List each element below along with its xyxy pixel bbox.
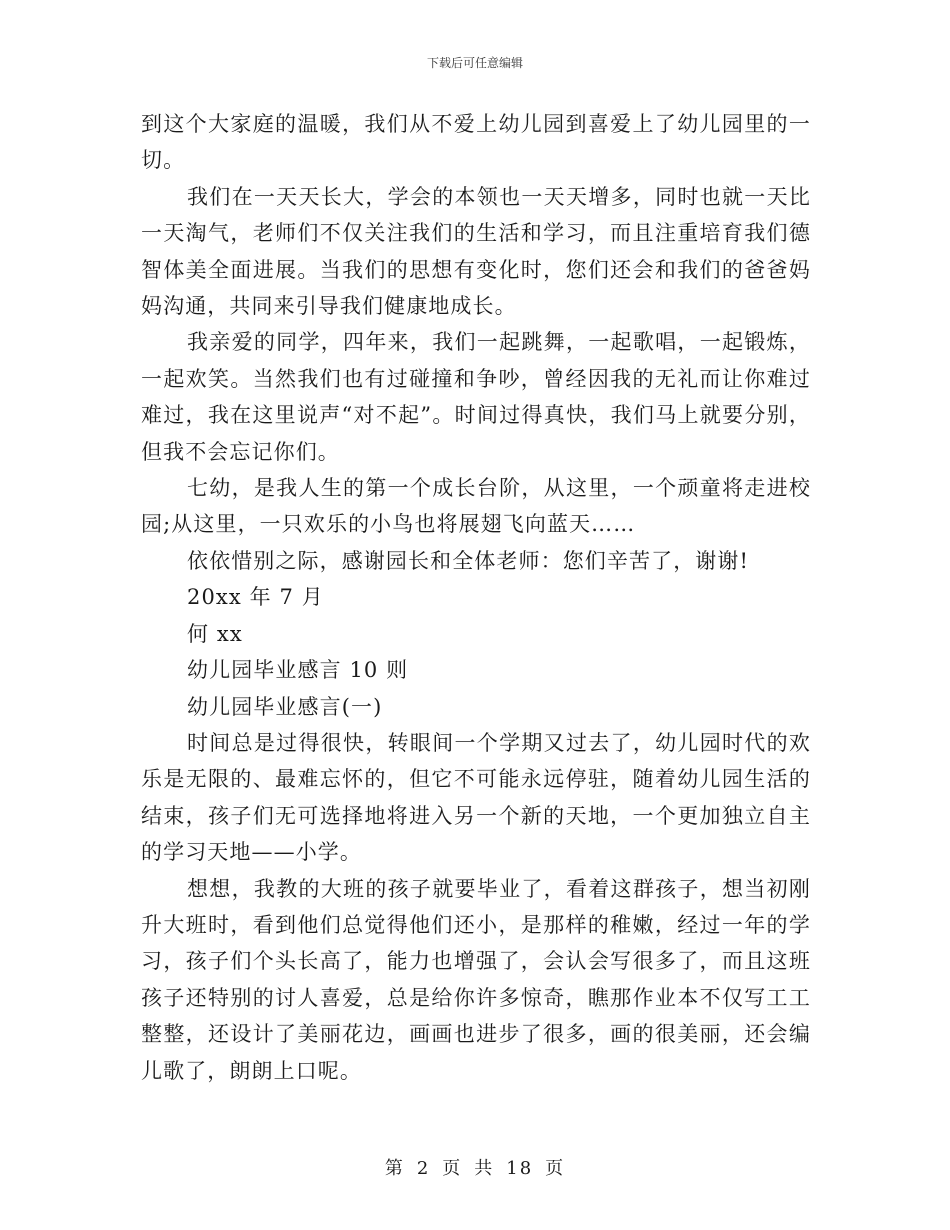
paragraph-time-passes: 时间总是过得很快，转眼间一个学期又过去了，幼儿园时代的欢乐是无限的、最难忘怀的，但它不可能永远停驻，随着幼儿园生活的结束，孩子们无可选择地将进入另一个新的天地，一个更加独立自主的学习天地——小学。 [141, 730, 811, 865]
paragraph-graduation: 想想，我教的大班的孩子就要毕业了，看着这群孩子，想当初刚升大班时，看到他们总觉得他们还小，是那样的稚嫩，经过一年的学习，孩子们个头长高了，能力也增强了，会认会写很多了，而且这班孩子还特别的讨人喜爱，总是给你许多惊奇，瞧那作业本不仅写工工整整，还设计了美丽花边，画画也进步了很多，画的很美丽，还会编儿歌了，朗朗上口呢。 [141, 876, 811, 1083]
farewell-line: 依依惜别之际，感谢园长和全体老师：您们辛苦了，谢谢! [187, 548, 750, 573]
footer-label-unit: 页 [442, 1158, 463, 1179]
footer-label-page: 第 [384, 1158, 405, 1179]
footer-total-pages: 18 [506, 1158, 534, 1179]
footer-label-unit2: 页 [545, 1158, 566, 1179]
date-line: 20xx 年 7 月 [187, 585, 324, 610]
paragraph-continued: 到这个大家庭的温暖，我们从不爱上幼儿园到喜爱上了幼儿园里的一切。 [141, 112, 811, 173]
page-header-note: 下载后可任意编辑 [426, 56, 523, 70]
paragraph-growth: 我们在一天天长大，学会的本领也一天天增多，同时也就一天比一天淘气，老师们不仅关注我们的生活和学习，而且注重培育我们德智体美全面进展。当我们的思想有变化时，您们还会和我们的爸爸妈妈沟通，共同来引导我们健康地成长。 [141, 184, 811, 319]
page-footer [0, 1154, 950, 1180]
footer-label-total: 共 [474, 1158, 495, 1179]
section-title: 幼儿园毕业感言 10 则 [187, 658, 409, 683]
author-line: 何 xx [187, 621, 243, 646]
paragraph-kindergarten: 七幼，是我人生的第一个成长台阶，从这里，一个顽童将走进校园;从这里，一只欢乐的小鸟也将展翅飞向蓝天…… [141, 476, 811, 537]
paragraph-classmates: 我亲爱的同学，四年来，我们一起跳舞，一起歌唱，一起锻炼，一起欢笑。当然我们也有过碰撞和争吵，曾经因我的无礼而让你难过难过，我在这里说声“对不起”。时间过得真快，我们马上就要分别，但我不会忘记你们。 [141, 330, 811, 464]
subsection-title: 幼儿园毕业感言(一) [187, 694, 383, 719]
document-body [141, 106, 811, 1089]
footer-current-page: 2 [416, 1158, 431, 1179]
